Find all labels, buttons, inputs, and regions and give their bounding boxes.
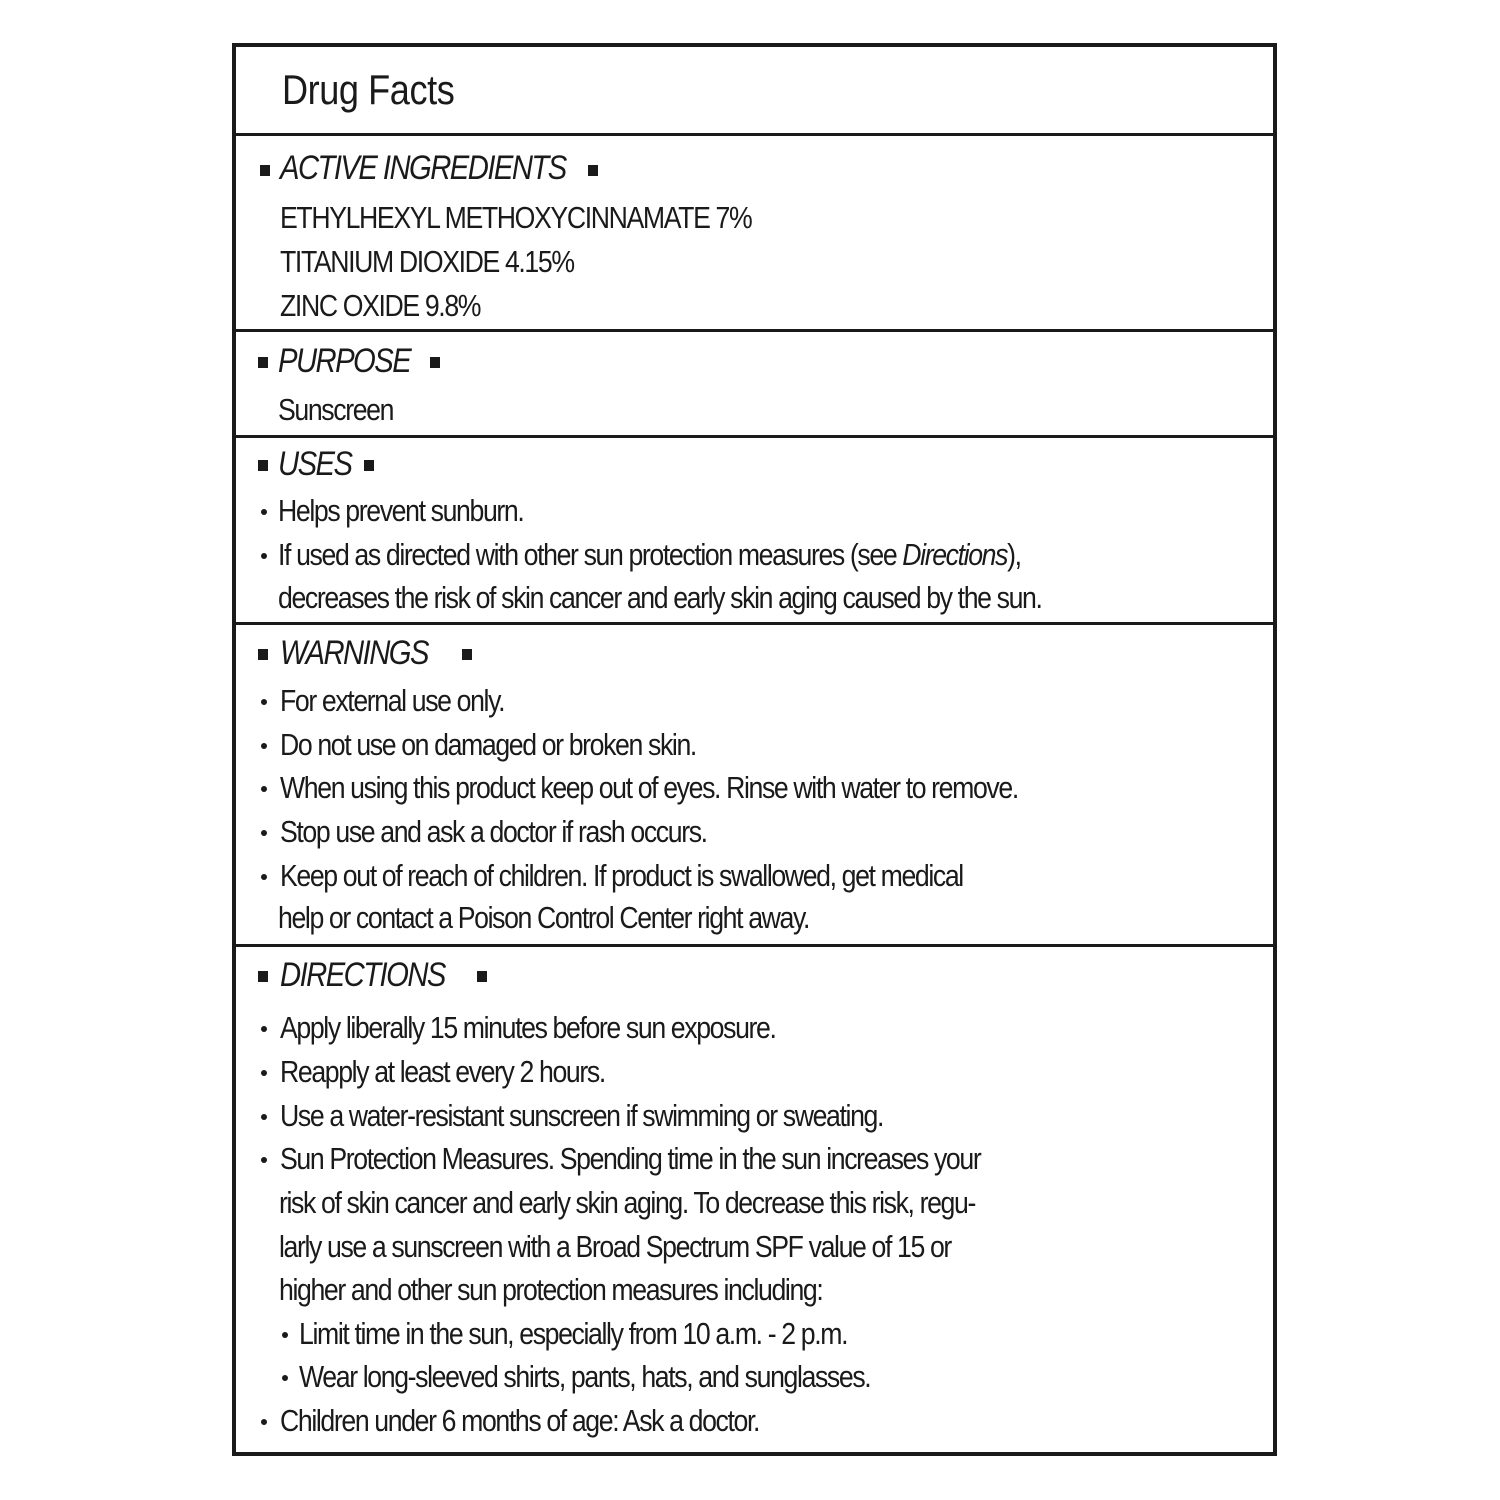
direction-item-continuation: risk of skin cancer and early skin aging. To decrease this risk, regu-	[279, 1185, 975, 1220]
heading-bullet-square	[258, 649, 268, 660]
direction-item: Use a water-resistant sunscreen if swimming or sweating.	[280, 1098, 884, 1133]
warning-item: Keep out of reach of children. If product is swallowed, get medical	[280, 858, 963, 893]
bullet-dot	[261, 874, 267, 880]
purpose-section	[236, 332, 1273, 438]
bullet-dot	[261, 1114, 267, 1120]
bullet-dot	[261, 786, 267, 792]
bullet-dot	[261, 1070, 267, 1076]
heading-bullet-square	[477, 971, 487, 982]
ingredient-line: ZINC OXIDE 9.8%	[280, 288, 481, 323]
drug-facts-panel	[232, 43, 1277, 1456]
direction-subitem: Limit time in the sun, especially from 10 a.m. - 2 p.m.	[299, 1316, 848, 1351]
warnings-heading: WARNINGS	[280, 634, 428, 672]
purpose-heading: PURPOSE	[278, 342, 411, 380]
bullet-dot	[261, 1157, 267, 1163]
active-ingredients-heading: ACTIVE INGREDIENTS	[280, 149, 566, 187]
bullet-dot	[282, 1375, 288, 1381]
heading-bullet-square	[260, 165, 270, 176]
bullet-dot	[261, 1026, 267, 1032]
heading-bullet-square	[364, 460, 374, 471]
warning-item: Stop use and ask a doctor if rash occurs.	[280, 814, 707, 849]
bullet-dot	[282, 1332, 288, 1338]
bullet-dot	[261, 830, 267, 836]
active-ingredients-section	[236, 136, 1273, 332]
bullet-dot	[261, 699, 267, 705]
heading-bullet-square	[430, 357, 440, 368]
warning-item: When using this product keep out of eyes. Rinse with water to remove.	[280, 770, 1018, 805]
uses-item: Helps prevent sunburn.	[278, 493, 524, 528]
bullet-dot	[261, 1419, 267, 1425]
direction-item-continuation: higher and other sun protection measures including:	[279, 1272, 823, 1307]
bullet-dot	[261, 553, 267, 559]
warning-item: Do not use on damaged or broken skin.	[280, 727, 696, 762]
warning-item-continuation: help or contact a Poison Control Center right away.	[278, 900, 809, 935]
heading-bullet-square	[258, 357, 268, 368]
warning-item: For external use only.	[280, 683, 505, 718]
warnings-section	[236, 625, 1273, 947]
title-section	[236, 47, 1273, 136]
uses-item: If used as directed with other sun protection measures (see Directions),	[278, 537, 1021, 572]
ingredient-line: TITANIUM DIOXIDE 4.15%	[280, 244, 574, 279]
bullet-dot	[261, 509, 267, 515]
direction-subitem: Wear long-sleeved shirts, pants, hats, and sunglasses.	[299, 1359, 871, 1394]
heading-bullet-square	[588, 165, 598, 176]
direction-item: Apply liberally 15 minutes before sun exposure.	[280, 1010, 776, 1045]
directions-heading: DIRECTIONS	[280, 956, 445, 994]
direction-item-continuation: larly use a sunscreen with a Broad Spectrum SPF value of 15 or	[279, 1229, 951, 1264]
page-title: Drug Facts	[282, 66, 455, 113]
direction-item: Children under 6 months of age: Ask a doctor.	[280, 1403, 760, 1438]
heading-bullet-square	[258, 971, 268, 982]
uses-section	[236, 438, 1273, 625]
direction-item: Reapply at least every 2 hours.	[280, 1054, 605, 1089]
ingredient-line: ETHYLHEXYL METHOXYCINNAMATE 7%	[280, 200, 752, 235]
bullet-dot	[261, 743, 267, 749]
heading-bullet-square	[462, 649, 472, 660]
heading-bullet-square	[258, 460, 268, 471]
purpose-text: Sunscreen	[278, 392, 394, 427]
uses-item-continuation: decreases the risk of skin cancer and early skin aging caused by the sun.	[278, 580, 1042, 615]
direction-item: Sun Protection Measures. Spending time in the sun increases your	[280, 1141, 981, 1176]
uses-heading: USES	[278, 445, 352, 483]
directions-section	[236, 947, 1273, 1452]
